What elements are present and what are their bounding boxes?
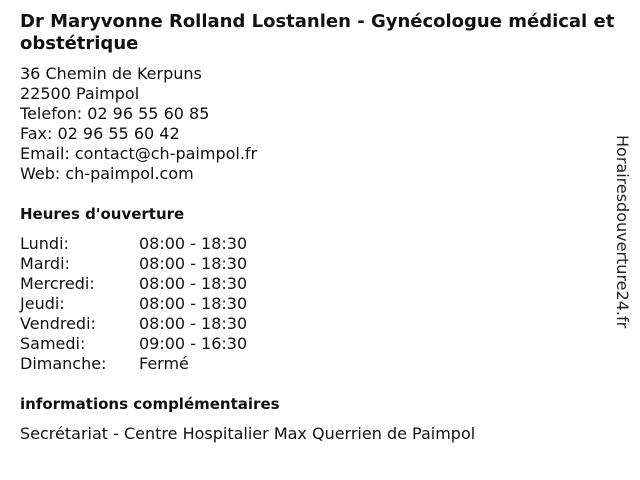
hours-row-tuesday [20,254,247,274]
day-hours: Fermé [139,354,189,373]
website-link[interactable]: Web: ch-paimpol.com [20,164,194,183]
site-watermark: Horairesdouverture24.fr [613,135,632,329]
day-label: Mardi: [20,254,70,273]
hours-table [20,234,247,374]
info-heading: informations complémentaires [20,395,280,413]
hours-row-monday [20,234,247,254]
hours-row-saturday [20,334,247,354]
email-address[interactable]: Email: contact@ch-paimpol.fr [20,144,258,163]
hours-heading: Heures d'ouverture [20,205,185,223]
address-street: 36 Chemin de Kerpuns [20,64,202,83]
hours-row-thursday [20,294,247,314]
day-label: Jeudi: [20,294,65,313]
day-label: Mercredi: [20,274,95,293]
day-hours: 08:00 - 18:30 [139,274,248,293]
day-label: Lundi: [20,234,69,253]
phone-number[interactable]: Telefon: 02 96 55 60 85 [20,104,210,123]
hours-row-friday [20,314,247,334]
day-label: Dimanche: [20,354,107,373]
day-hours: 09:00 - 16:30 [139,334,248,353]
day-hours: 08:00 - 18:30 [139,314,248,333]
info-text: Secrétariat - Centre Hospitalier Max Querrien de Paimpol [20,424,476,443]
day-hours: 08:00 - 18:30 [139,294,248,313]
hours-row-sunday [20,354,247,374]
address-city: 22500 Paimpol [20,84,140,103]
day-hours: 08:00 - 18:30 [139,234,248,253]
day-label: Samedi: [20,334,86,353]
day-label: Vendredi: [20,314,96,333]
fax-number: Fax: 02 96 55 60 42 [20,124,180,143]
day-hours: 08:00 - 18:30 [139,254,248,273]
page-title: Dr Maryvonne Rolland Lostanlen - Gynécologue médical et obstétrique [20,11,615,54]
contact-block [20,64,257,184]
hours-row-wednesday [20,274,247,294]
